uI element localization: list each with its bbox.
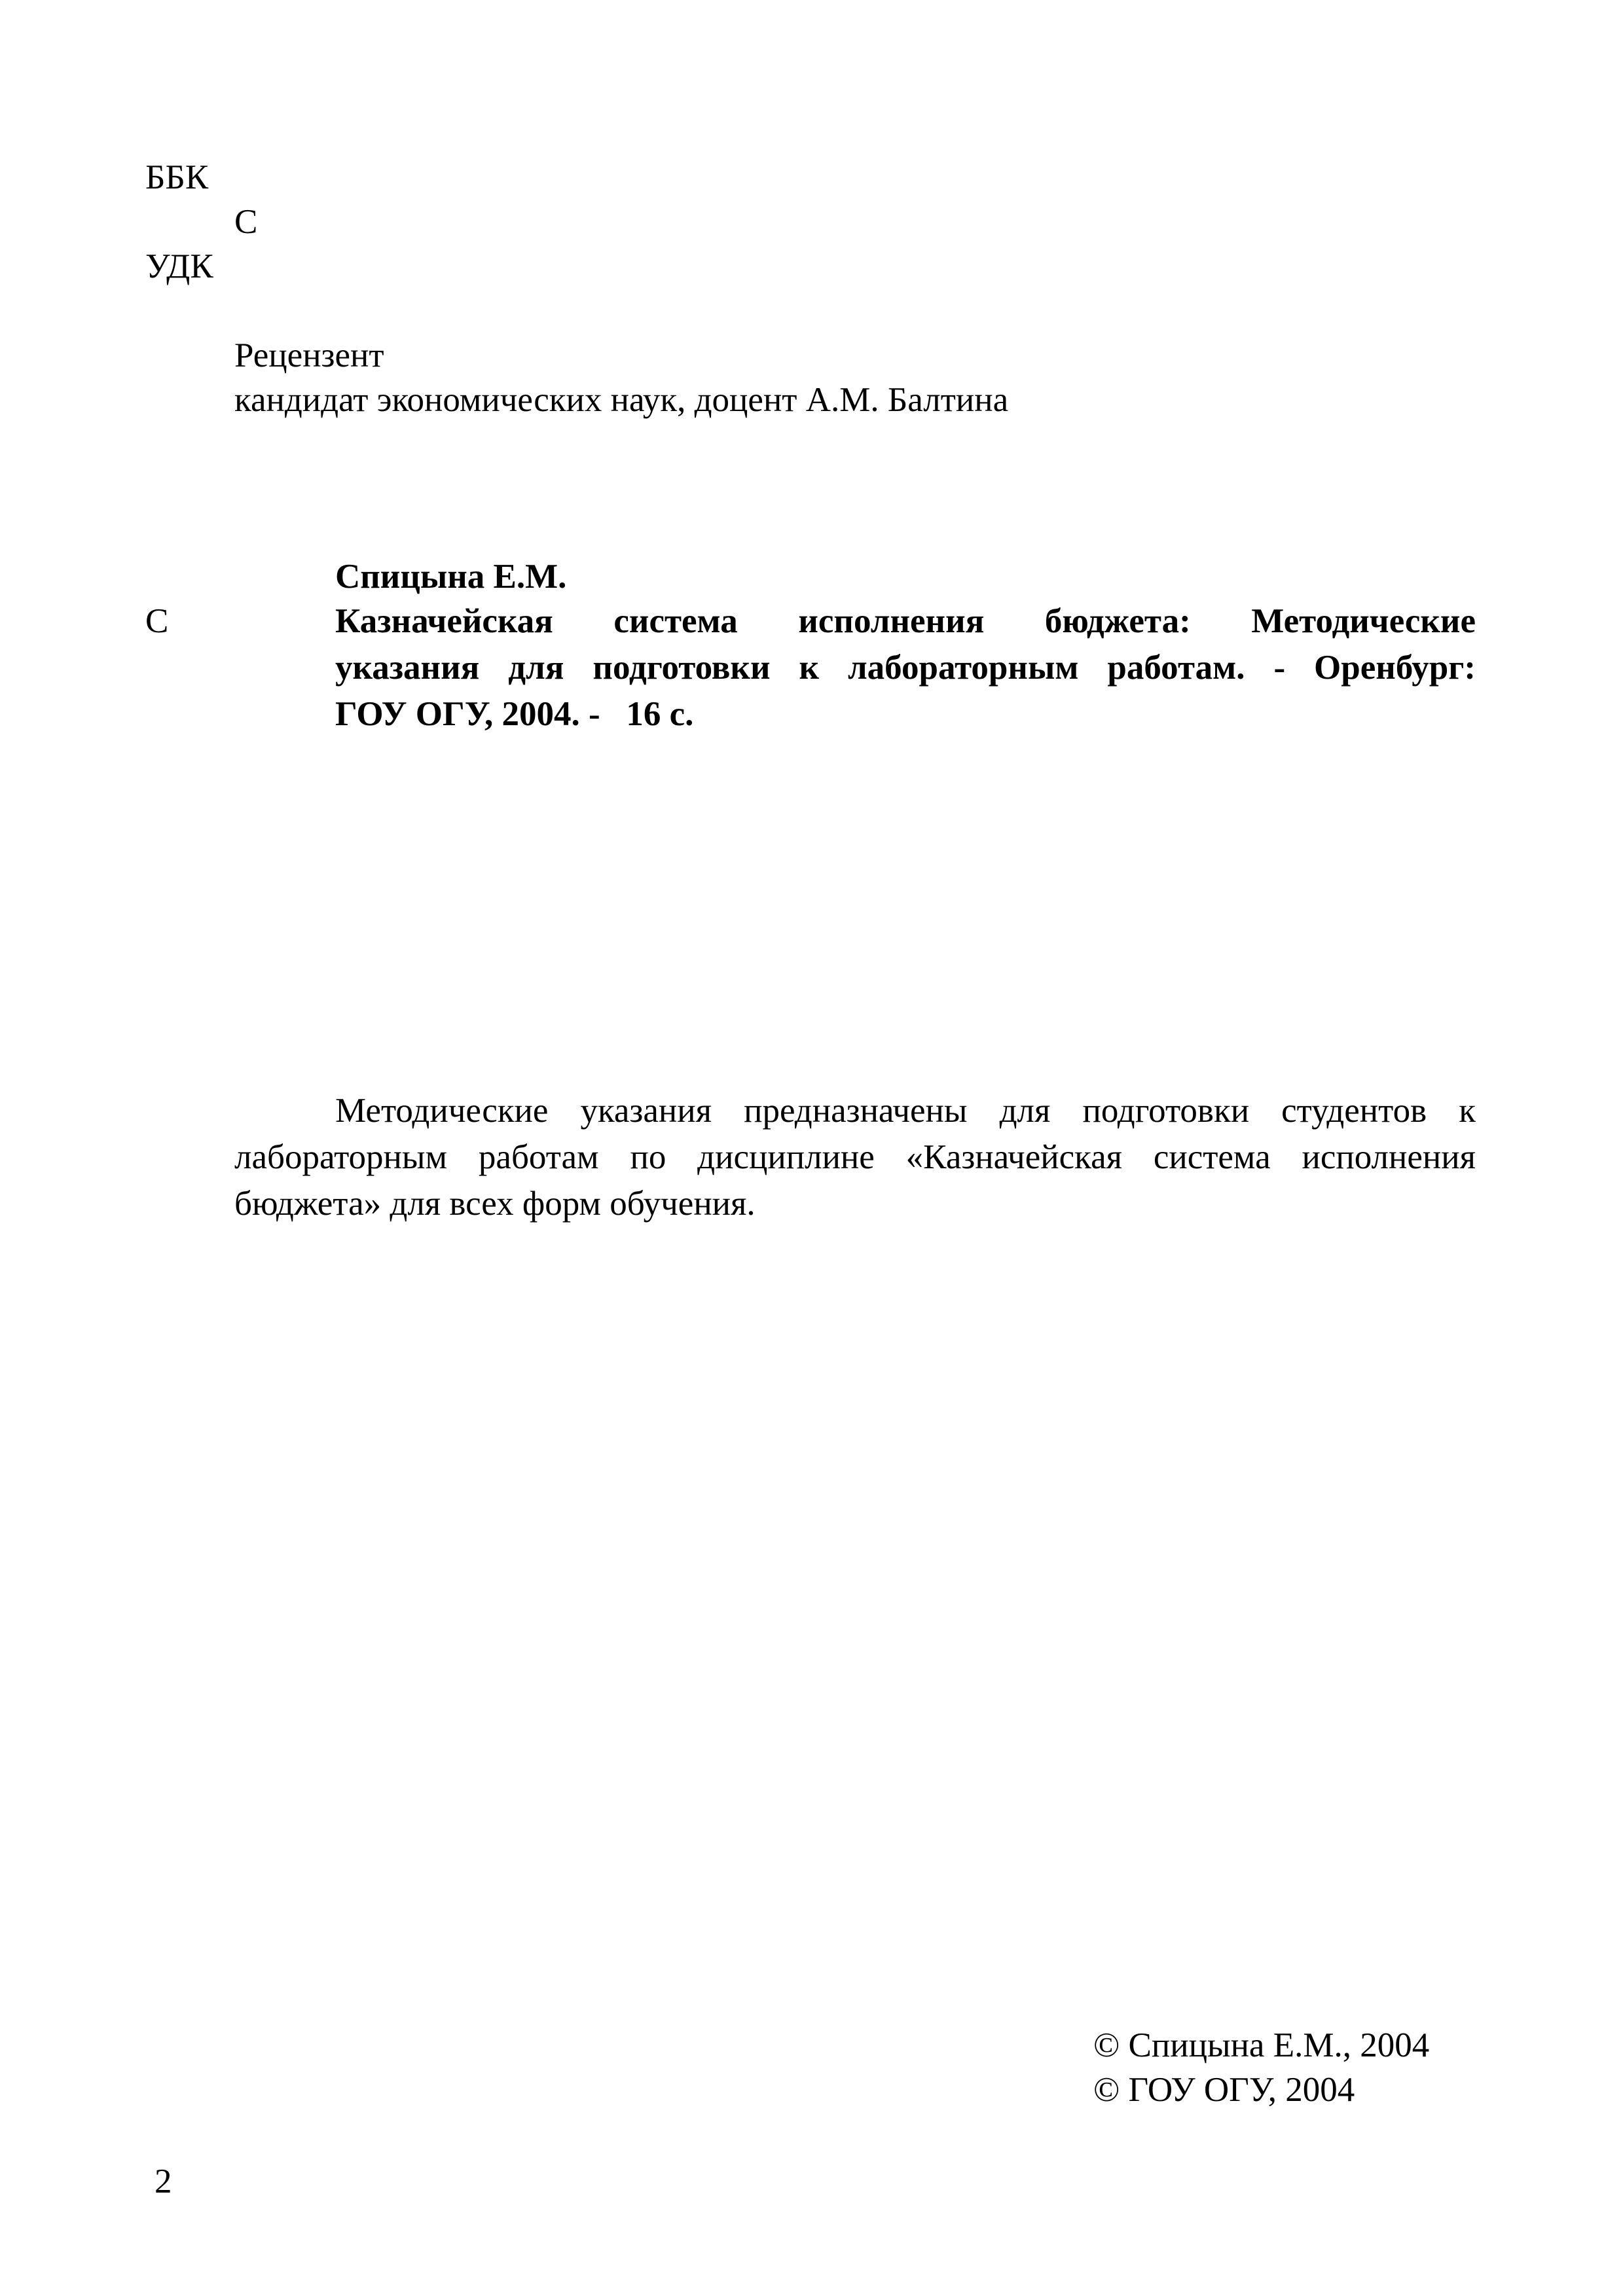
annotation-line: бюджета» для всех форм обучения.	[234, 1185, 756, 1223]
bibliography-description	[335, 598, 1476, 738]
bibliography-line: Казначейская система исполнения бюджета: Методические	[335, 602, 1476, 640]
bibliography-author: Спицына Е.М.	[335, 558, 567, 596]
annotation-line: лабораторным работам по дисциплине «Казначейская система исполнения	[234, 1138, 1476, 1176]
bibliography-line: указания для подготовки к лабораторным работам. - Оренбург:	[335, 649, 1476, 687]
classification-letter: С	[234, 203, 258, 241]
bbk-label: ББК	[145, 158, 209, 196]
copyright-author: © Спицына Е.М., 2004	[1093, 2026, 1430, 2064]
annotation-line: Методические указания предназначены для подготовки студентов к	[335, 1092, 1476, 1130]
copyright-publisher: © ГОУ ОГУ, 2004	[1093, 2071, 1355, 2109]
reviewer-label: Рецензент	[234, 336, 384, 374]
annotation	[234, 1088, 1476, 1227]
reviewer-name: кандидат экономических наук, доцент А.М. Балтина	[234, 381, 1009, 419]
page-number: 2	[155, 2162, 172, 2200]
bibliography-side-letter: С	[145, 602, 169, 640]
bibliography-line: ГОУ ОГУ, 2004. - 16 с.	[335, 695, 694, 733]
udk-label: УДК	[145, 247, 213, 285]
